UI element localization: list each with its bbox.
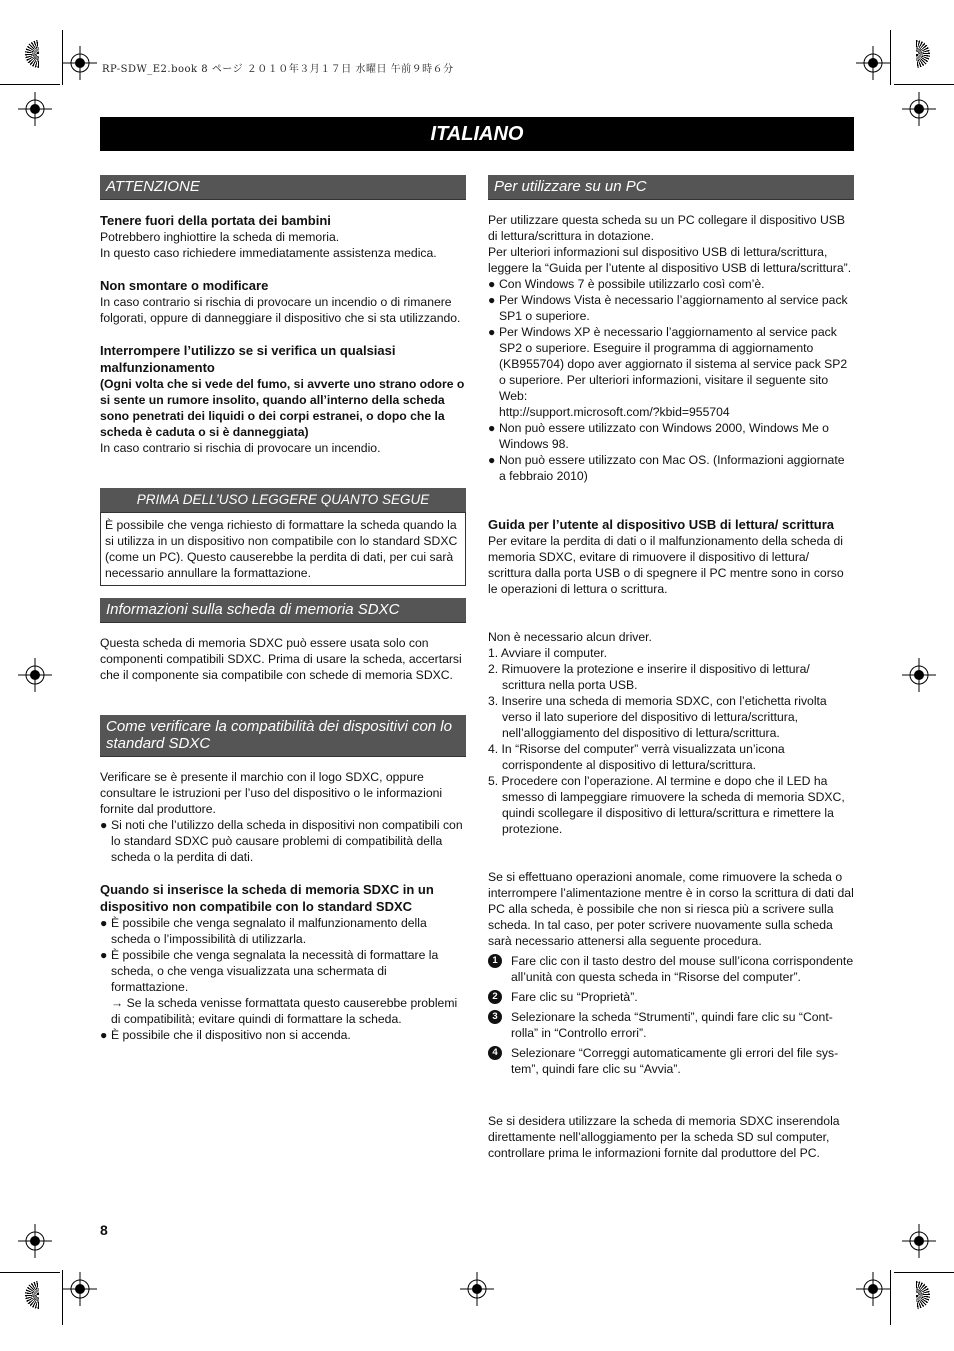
bullet-icon: ● [100,1028,108,1042]
list-item: ● È possibile che venga segnalato il malfunzionamento della scheda o l’impossibilità di utilizzarla. [100,916,427,946]
paragraph: In questo caso richiedere immediatamente assistenza medica. [100,246,437,260]
crop-line [0,1272,60,1273]
paragraph: È possibile che venga richiesto di formattare la scheda quando la si utilizza in un dispositivo non compatibile con lo standard SDXC (come un PC). Questo causerebbe la perdita di dati, per cui sarà necessario annullare la formattazione. [105,518,458,580]
list-item: 2. Rimuovere la protezione e inserire il dispositivo di lettura/ scrittura nella porta USB. [488,662,810,692]
crop-line [894,84,954,85]
registration-crosshair-icon [902,1224,936,1258]
registration-crosshair-icon [460,1272,494,1306]
step-number-icon: 2 [488,990,502,1004]
list-item: ● Non può essere utilizzato con Windows 2000, Windows Me o Windows 98. [488,421,829,451]
list-item: ● Con Windows 7 è possibile utilizzarlo così com’è. [488,277,765,291]
subheading: Guida per l’utente al dispositivo USB di lettura/ scrittura [488,517,835,532]
bullet-icon: ● [488,293,496,307]
page-title: ITALIANO [100,117,854,151]
registration-crosshair-icon [63,46,97,80]
step-number-icon: 1 [488,954,502,968]
registration-star-mark [25,40,39,68]
paragraph: In caso contrario si rischia di provocare un incendio. [100,441,381,455]
paragraph: Per utilizzare questa scheda su un PC collegare il dispositivo USB di lettura/scrittura in dotazione. [488,213,846,243]
step-number-icon: 4 [488,1046,502,1060]
left-column [100,175,466,1043]
paragraph: Potrebbero inghiottire la scheda di memoria. [100,230,340,244]
registration-crosshair-icon [18,1224,52,1258]
bullet-icon: ● [488,325,496,339]
registration-crosshair-icon [856,46,890,80]
subheading: Interrompere l’utilizzo se si verifica un qualsiasi malfunzionamento [100,343,396,375]
list-item: 3. Inserire una scheda di memoria SDXC, con l’etichetta rivolta verso il lato superiore del dispositivo di lettura/scrittura, nell’alloggiamento del dispositivo di lettura/scrittura. [488,694,827,740]
subheading: Quando si inserisce la scheda di memoria SDXC in un dispositivo non compatibile con lo standard SDXC [100,882,434,914]
paragraph: Se si effettuano operazioni anomale, come rimuovere la scheda o interrompere l’alimentazione mentre è in corso la scrittura di dati dal PC alla scheda, è possibile che non si riesca più a scrivere sulla scheda. In tal caso, per poter scrivere nuovamente sulla scheda sarà necessario attenersi alla seguente procedura. [488,870,854,948]
bullet-icon: ● [100,948,108,962]
list-item: 4. In “Risorse del computer” verrà visualizzata un’icona corrispondente al dispositivo di lettura/scrittura. [488,742,785,772]
registration-crosshair-icon [856,1272,890,1306]
notice-box [100,513,466,586]
bullet-icon: ● [488,453,496,467]
paragraph: Per ulteriori informazioni sul dispositivo USB di lettura/scrittura, leggere la “Guida per l’utente al dispositivo USB di lettura/scrittura”. [488,245,852,275]
registration-crosshair-icon [18,658,52,692]
bullet-icon: ● [488,421,496,435]
registration-crosshair-icon [902,92,936,126]
bullet-icon: ● [100,818,108,832]
section-heading-prima: PRIMA DELL’USO LEGGERE QUANTO SEGUE [100,488,466,513]
crop-line [890,1270,891,1325]
list-item: ● Non può essere utilizzato con Mac OS. (Informazioni aggiornate a febbraio 2010) [488,453,845,483]
list-item: ● È possibile che il dispositivo non si accenda. [100,1028,351,1042]
step-number-icon: 3 [488,1010,502,1024]
procedure-step: 3 Selezionare la scheda “Strumenti”, quindi fare clic su “Cont- rolla” in “Controllo errori”. [488,1009,854,1041]
procedure-step: 1 Fare clic con il tasto destro del mouse sull’icona corrispondente all’unità con questa scheda in “Risorse del computer”. [488,953,854,985]
procedure-step: 2 Fare clic su “Proprietà”. [488,989,854,1005]
crop-line [0,84,60,85]
bullet-list [100,817,466,865]
paragraph-bold: (Ogni volta che si vede del fumo, si avverte uno strano odore o si sente un rumore insolito, quando all’interno della scheda sono penetrati dei liquidi o dei corpi estranei, o dopo che la scheda è caduta o si è danneggiata) [100,377,465,439]
registration-crosshair-icon [902,658,936,692]
list-item: ● È possibile che venga segnalata la necessità di formattare la scheda, o che venga visualizzata una schermata di formattazione. → Se la scheda venisse formattata questo causerebbe problemi di compatibilità; evitare quindi di formattare la scheda. [100,948,458,1026]
paragraph: Se si desidera utilizzare la scheda di memoria SDXC inserendola direttamente nell’alloggiamento per la scheda SD sul computer, controllare prima le informazioni fornite dal produttore del PC. [488,1114,840,1160]
section-heading-verifica: Come verificare la compatibilità dei dispositivi con lo standard SDXC [100,715,466,757]
list-item: ● Si noti che l’utilizzo della scheda in dispositivi non compatibili con lo standard SDXC può causare problemi di compatibilità della scheda o la perdita di dati. [100,818,463,864]
paragraph: Non è necessario alcun driver. [488,630,652,644]
paragraph: Verificare se è presente il marchio con il logo SDXC, oppure consultare le istruzioni per l’uso del dispositivo o le informazioni fornite dal produttore. [100,770,443,816]
subheading: Tenere fuori della portata dei bambini [100,213,331,228]
section-heading-info-sdxc: Informazioni sulla scheda di memoria SDXC [100,598,466,623]
registration-star-mark [916,1281,930,1309]
list-item: 1. Avviare il computer. [488,646,607,660]
bullet-icon: ● [488,277,496,291]
numbered-list [488,645,854,837]
bullet-list [488,276,854,484]
section-heading-pc: Per utilizzare su un PC [488,175,854,200]
procedure-step: 4 Selezionare “Correggi automaticamente gli errori del file sys- tem”, quindi fare clic su “Avvia”. [488,1045,854,1077]
support-url: http://support.microsoft.com/?kbid=955704 [499,405,730,419]
registration-crosshair-icon [63,1272,97,1306]
crop-line [890,30,891,85]
paragraph: Per evitare la perdita di dati o il malfunzionamento della scheda di memoria SDXC, evitare di rimuovere il dispositivo di lettura/ scrittura dalla porta USB o di spegnere il PC mentre sono in corso le operazioni di lettura o scrittura. [488,534,844,596]
paragraph: Questa scheda di memoria SDXC può essere usata solo con componenti compatibili SDXC. Prima di usare la scheda, accertarsi che il componente sia compatibile con schede di memoria SDXC. [100,636,462,682]
bullet-icon: ● [100,916,108,930]
right-column [488,175,854,1161]
bullet-list [100,915,466,1043]
page-number: 8 [100,1222,108,1238]
list-item: ● Per Windows Vista è necessario l’aggiornamento al service pack SP1 o superiore. [488,293,848,323]
list-item: 5. Procedere con l’operazione. Al termine e dopo che il LED ha smesso di lampeggiare rimuovere la scheda di memoria SDXC, quindi scollegare il dispositivo di lettura/scrittura e rimettere la protezione. [488,774,845,836]
print-header: RP-SDW_E2.book 8 ページ ２０１０年３月１７日 水曜日 午前９時６分 [102,64,454,75]
subheading: Non smontare o modificare [100,278,269,293]
list-item: ● Per Windows XP è necessario l’aggiornamento al service pack SP2 o superiore. Eseguire il programma di aggiornamento (KB955704) dopo aver aggiornato il sistema al service pack SP2 o superiore. Per ulteriori informazioni, visitare il seguente sito Web: http://support.microsoft.com/?kbid=955704 [488,325,848,419]
paragraph: In caso contrario si rischia di provocare un incendio o di rimanere folgorati, oppure di danneggiare il dispositivo che si sta utilizzando. [100,295,461,325]
section-heading-attenzione: ATTENZIONE [100,175,466,200]
crop-line [894,1272,954,1273]
registration-star-mark [25,1281,39,1309]
registration-star-mark [916,40,930,68]
registration-crosshair-icon [18,92,52,126]
